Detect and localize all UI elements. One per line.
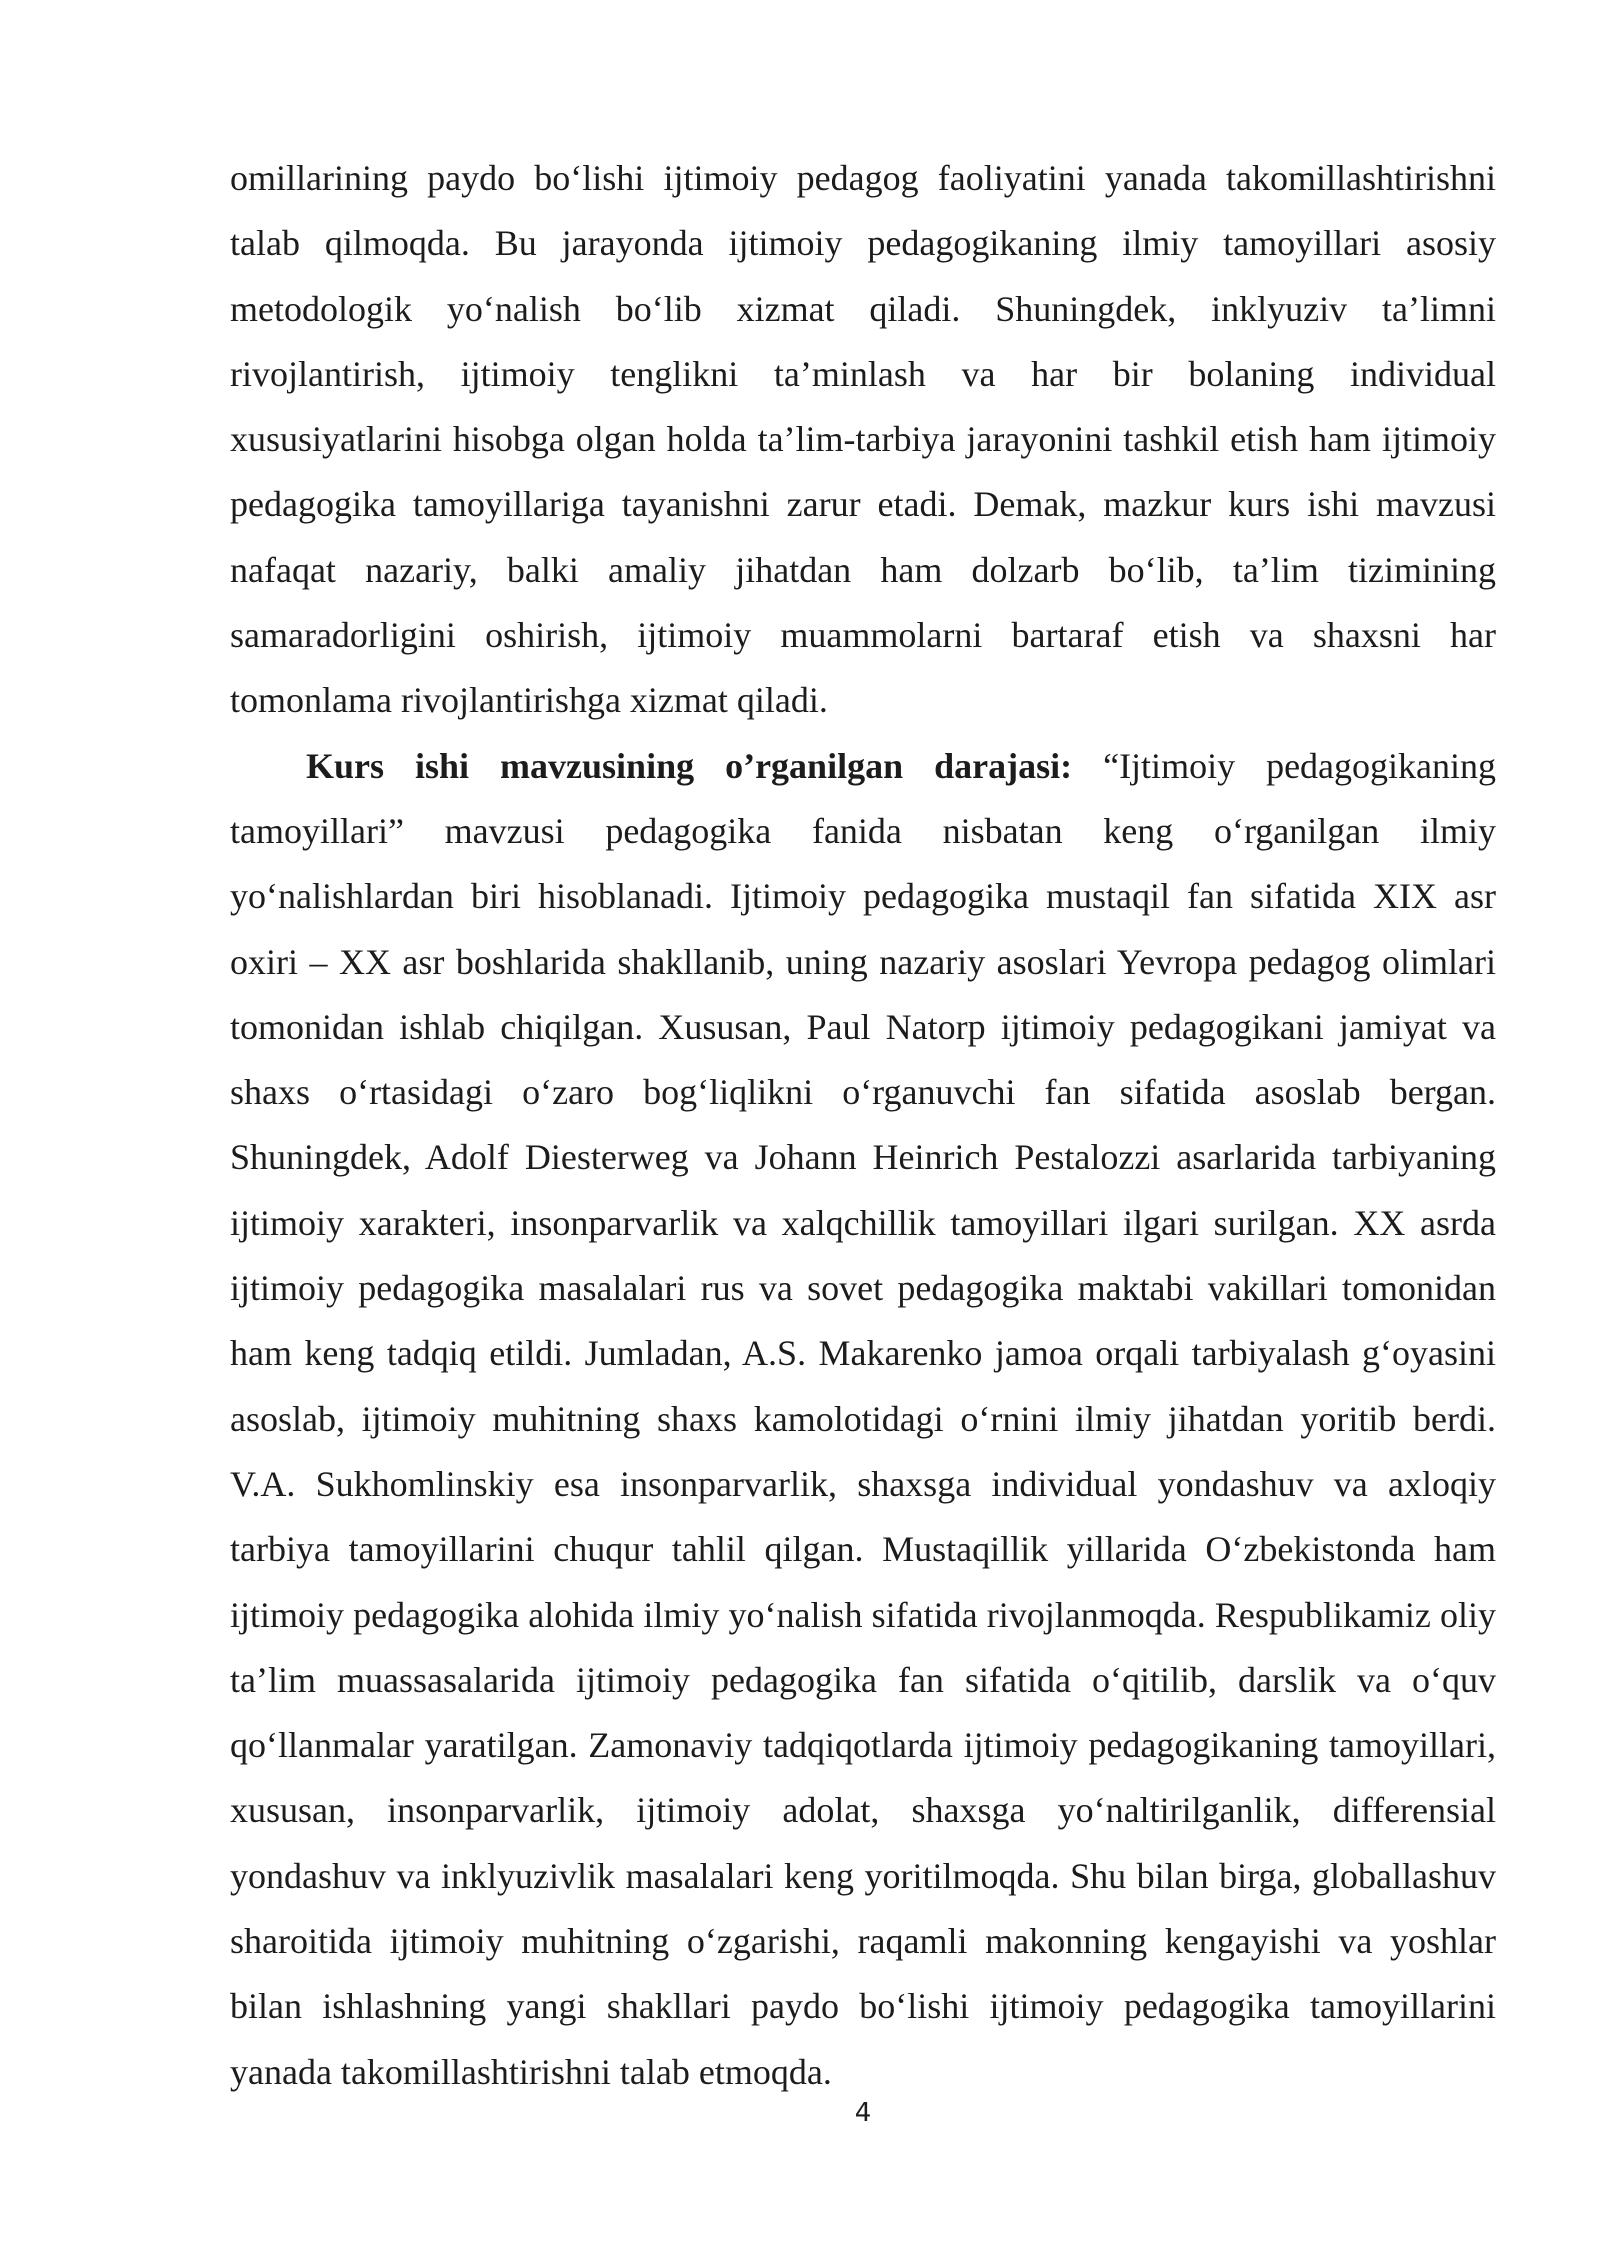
- study-level-heading: Kurs ishi mavzusining o’rganilgan darajasi:: [306, 745, 1073, 786]
- page-number: 4: [854, 2098, 872, 2128]
- study-level-body: “Ijtimoiy pedagogikaning tamoyillari” mavzusi pedagogika fanida nisbatan keng o‘rganilgan ilmiy yo‘nalishlardan biri hisoblanadi. Ijtimoiy pedagogika mustaqil fan sifatida XIX asr oxiri – XX asr boshlarida shakllanib, uning nazariy asoslari Yevropa pedagog olimlari tomonidan ishlab chiqilgan. Xususan, Paul Natorp ijtimoiy pedagogikani jamiyat va shaxs o‘rtasidagi o‘zaro bog‘liqlikni o‘rganuvchi fan sifatida asoslab bergan. Shuningdek, Adolf Diesterweg va Johann Heinrich Pestalozzi asarlarida tarbiyaning ijtimoiy xarakteri, insonparvarlik va xalqchillik tamoyillari ilgari surilgan. XX asrda ijtimoiy pedagogika masalalari rus va sovet pedagogika maktabi vakillari tomonidan ham keng tadqiq etildi. Jumladan, A.S. Makarenko jamoa orqali tarbiyalash g‘oyasini asoslab, ijtimoiy muhitning shaxs kamolotidagi o‘rnini ilmiy jihatdan yoritib berdi. V.A. Sukhomlinskiy esa insonparvarlik, shaxsga individual yondashuv va axloqiy tarbiya tamoyillarini chuqur tahlil qilgan. Mustaqillik yillarida O‘zbekistonda ham ijtimoiy pedagogika alohida ilmiy yo‘nalish sifatida rivojlanmoqda. Respublikamiz oliy ta’lim muassasalarida ijtimoiy pedagogika fan sifatida o‘qitilib, darslik va o‘quv qo‘llanmalar yaratilgan. Zamonaviy tadqiqotlarda ijtimoiy pedagogikaning tamoyillari, xususan, insonparvarlik, ijtimoiy adolat, shaxsga yo‘naltirilganlik, differensial yondashuv va inklyuzivlik masalalari keng yoritilmoqda. Shu bilan birga, globallashuv sharoitida ijtimoiy muhitning o‘zgarishi, raqamli makonning kengayishi va yoshlar bilan ishlashning yangi shakllari paydo bo‘lishi ijtimoiy pedagogika tamoyillarini yanada takomillashtirishni talab etmoqda.: [230, 745, 1497, 2092]
- paragraph-study-level: [230, 734, 1496, 2105]
- body-text: [230, 146, 1496, 2105]
- paragraph-continuation: omillarining paydo bo‘lishi ijtimoiy pedagog faoliyatini yanada takomillashtirishni talab qilmoqda. Bu jarayonda ijtimoiy pedagogikaning ilmiy tamoyillari asosiy metodologik yo‘nalish bo‘lib xizmat qiladi. Shuningdek, inklyuziv ta’limni rivojlantirish, ijtimoiy tenglikni ta’minlash va har bir bolaning individual xususiyatlarini hisobga olgan holda ta’lim-tarbiya jarayonini tashkil etish ham ijtimoiy pedagogika tamoyillariga tayanishni zarur etadi. Demak, mazkur kurs ishi mavzusi nafaqat nazariy, balki amaliy jihatdan ham dolzarb bo‘lib, ta’lim tizimining samaradorligini oshirish, ijtimoiy muammolarni bartaraf etish va shaxsni har tomonlama rivojlantirishga xizmat qiladi.: [230, 158, 1496, 721]
